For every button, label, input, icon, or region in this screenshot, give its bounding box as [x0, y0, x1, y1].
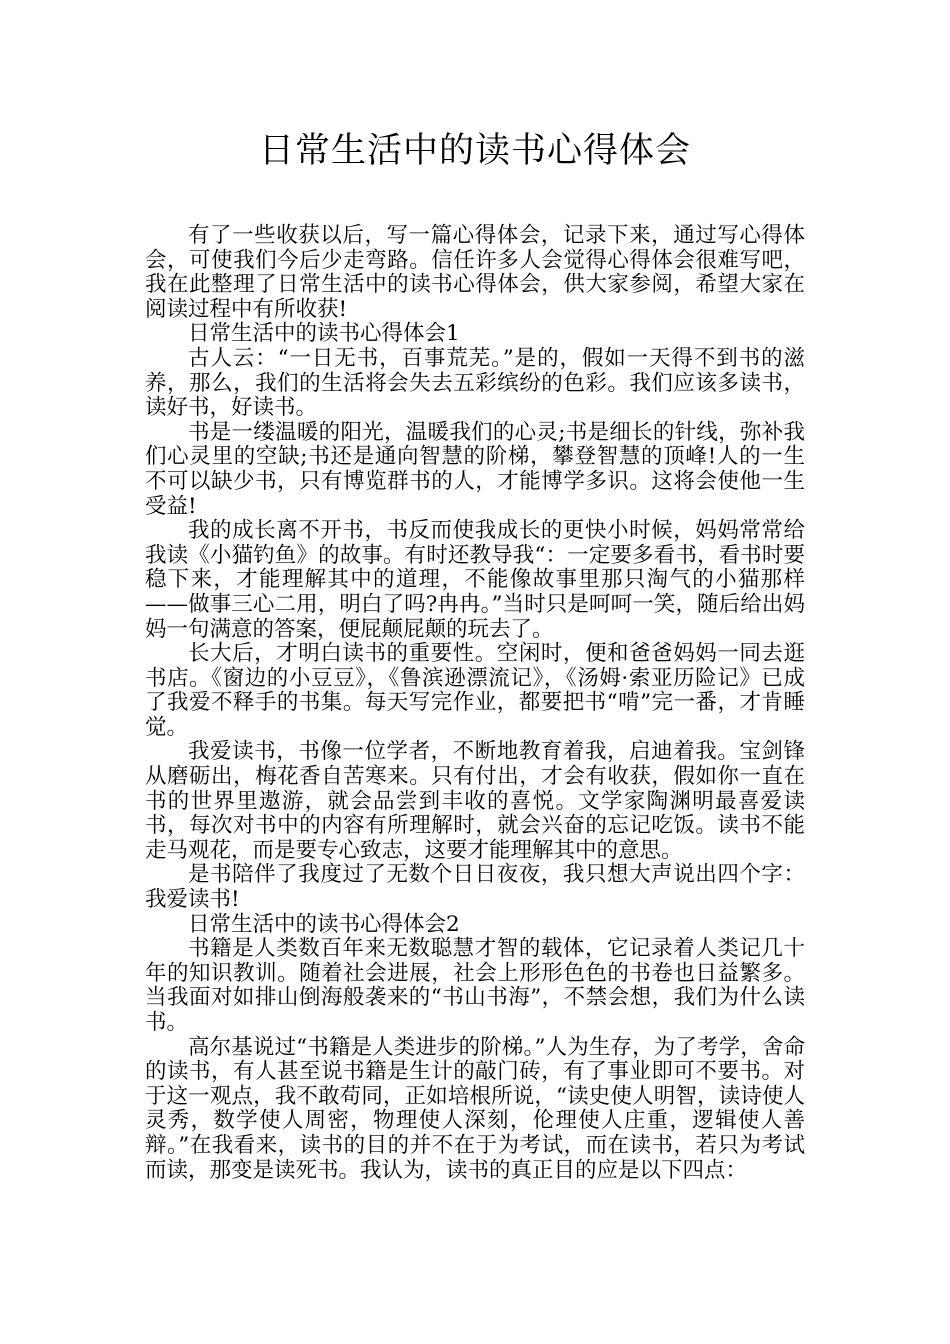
document-body — [145, 224, 805, 1183]
section-heading-2: 日常生活中的读书心得体会2 — [188, 911, 460, 937]
body-paragraph: 我爱读书，书像一位学者，不断地教育着我，启迪着我。宝剑锋从磨砺出，梅花香自苦寒来。只有付出，才会有收获，假如你一直在书的世界里遨游，就会品尝到丰收的喜悦。文学家陶渊明最喜爱读书，每次对书中的内容有所理解时，就会兴奋的忘记吃饭。读书不能走马观花，而是要专心致志，这要才能理解其中的意思。 — [145, 739, 805, 863]
body-paragraph: 书是一缕温暖的阳光，温暖我们的心灵;书是细长的针线，弥补我们心灵里的空缺;书还是通向智慧的阶梯，攀登智慧的顶峰!人的一生不可以缺少书，只有博览群书的人，才能博学多识。这将会使他一生受益! — [145, 419, 805, 519]
body-paragraph: 是书陪伴了我度过了无数个日日夜夜，我只想大声说出四个字：我爱读书! — [145, 862, 805, 913]
body-paragraph: 高尔基说过“书籍是人类进步的阶梯。”人为生存，为了考学，舍命的读书，有人甚至说书籍是生计的敲门砖，有了事业即可不要书。对于这一观点，我不敢苟同，正如培根所说，“读史使人明智，读诗使人灵秀，数学使人周密，物理使人深刻，伦理使人庄重，逻辑使人善辩。”在我看来，读书的目的并不在于为考试，而在读书，若只为考试而读，那变是读死书。我认为，读书的真正目的应是以下四点： — [145, 1034, 805, 1183]
document-title: 日常生活中的读书心得体会 — [258, 131, 691, 171]
body-paragraph: 长大后，才明白读书的重要性。空闲时，便和爸爸妈妈一同去逛书店。《窗边的小豆豆》，《鲁滨逊漂流记》，《汤姆·索亚历险记》已成了我爱不释手的书集。每天写完作业，都要把书“啃”完一番，才肯睡觉。 — [145, 641, 805, 740]
body-paragraph: 我的成长离不开书，书反而使我成长的更快小时候，妈妈常常给我读《小猫钓鱼》的故事。有时还教导我“：一定要多看书，看书时要稳下来，才能理解其中的道理，不能像故事里那只淘气的小猫那样——做事三心二用，明白了吗?冉冉。”当时只是呵呵一笑，随后给出妈妈一句满意的答案，便屁颠屁颠的玩去了。 — [145, 518, 805, 642]
intro-paragraph: 有了一些收获以后，写一篇心得体会，记录下来，通过写心得体会，可使我们今后少走弯路。信任许多人会觉得心得体会很难写吧，我在此整理了日常生活中的读书心得体会，供大家参阅，希望大家在阅读过程中有所收获! — [145, 223, 805, 322]
body-paragraph: 古人云：“一日无书，百事荒芜。”是的，假如一天得不到书的滋养，那么，我们的生活将会失去五彩缤纷的色彩。我们应该多读书，读好书，好读书。 — [145, 345, 805, 421]
body-paragraph: 书籍是人类数百年来无数聪慧才智的载体，它记录着人类记几十年的知识教训。随着社会进展，社会上形形色色的书卷也日益繁多。当我面对如排山倒海般袭来的“书山书海”，不禁会想，我们为什么读书。 — [145, 936, 805, 1035]
section-heading-1: 日常生活中的读书心得体会1 — [188, 321, 460, 347]
